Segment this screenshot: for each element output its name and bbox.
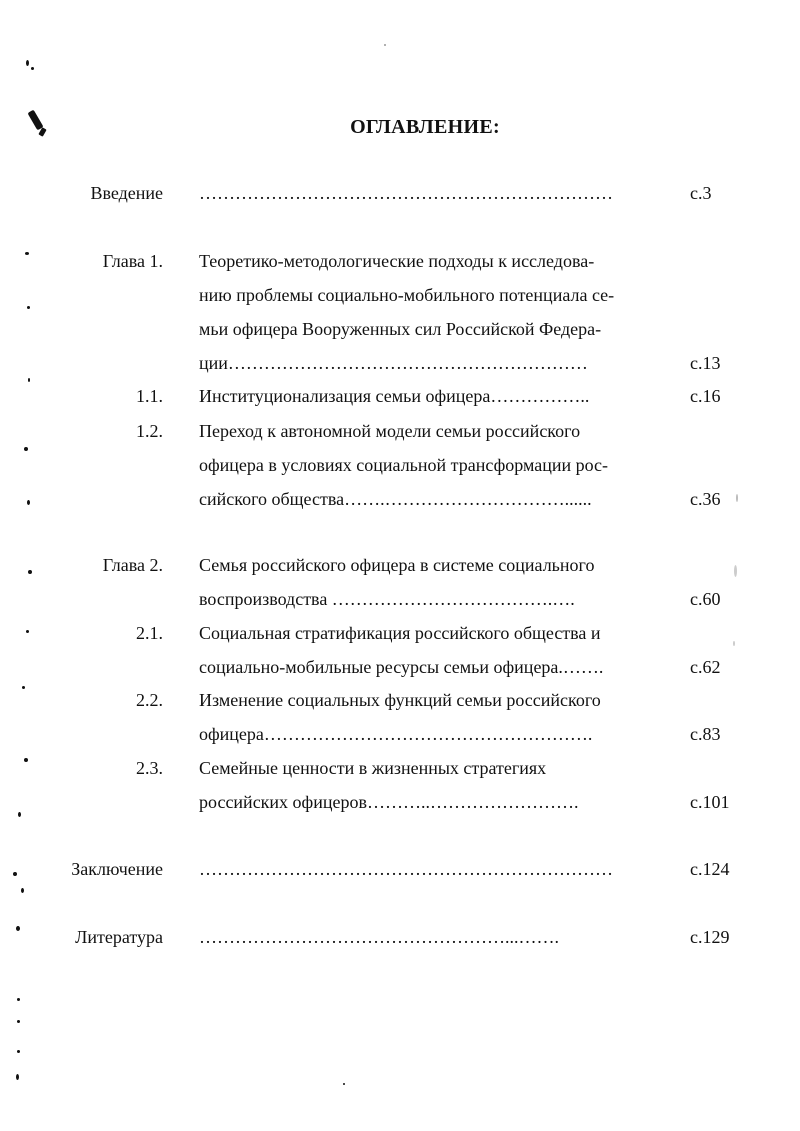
toc-page-ch1: с.13 [690,353,721,373]
scan-speck [26,60,29,66]
toc-line: российских офицеров………..……………………. [199,792,579,812]
scan-speck [28,378,30,382]
scan-speck [22,686,25,689]
scan-speck [28,570,32,574]
toc-text-literature [199,920,641,954]
scan-speck [13,872,17,876]
toc-label-literature: Литература [75,927,163,947]
scan-speck [24,758,28,762]
toc-line: Социальная стратификация российского общества и [199,623,601,643]
toc-line: Теоретико-методологические подходы к исследова- [199,251,595,271]
scan-speck [27,306,30,309]
toc-label-2-2: 2.2. [136,690,163,710]
toc-label-ch1: Глава 1. [102,251,163,271]
toc-line: офицера в условиях социальной трансформации рос- [199,455,609,475]
toc-page-1-2: с.36 [690,489,721,509]
toc-line: Изменение социальных функций семьи российского [199,690,601,710]
scan-speck [17,1050,20,1053]
scan-speck [734,565,737,577]
toc-page-ch2: с.60 [690,589,721,609]
scan-speck [16,926,20,931]
scan-speck [733,641,735,646]
scan-speck [17,1020,20,1023]
toc-page-literature: с.129 [690,927,730,947]
toc-line: мьи офицера Вооруженных сил Российской Федера- [199,319,602,339]
toc-line: …………………………………………………………… [199,183,613,203]
scan-speck [16,1074,19,1080]
toc-label-1-1: 1.1. [136,386,163,406]
scan-speck [27,500,30,505]
scan-speck [24,447,28,451]
scan-speck [26,630,29,633]
toc-line: нию проблемы социально-мобильного потенциала се- [199,285,615,305]
toc-page-1-1: с.16 [690,386,721,406]
toc-line: Переход к автономной модели семьи российского [199,421,581,441]
toc-line: Институционализация семьи офицера…………….. [199,386,590,406]
scan-speck [343,1083,345,1085]
page-title: ОГЛАВЛЕНИЕ: [350,116,500,138]
toc-label-intro: Введение [90,183,163,203]
scan-speck [17,998,20,1001]
toc-line: сийского общества…….…………………………...... [199,489,592,509]
toc-text-1-1 [199,379,641,413]
toc-label-2-1: 2.1. [136,623,163,643]
toc-text-2-2 [199,683,641,751]
toc-line: ……………………………………………...……. [199,927,559,947]
toc-line: Семейные ценности в жизненных стратегиях [199,758,547,778]
toc-page-2-1: с.62 [690,657,721,677]
toc-line: …………………………………………………………… [199,859,613,879]
toc-label-1-2: 1.2. [136,421,163,441]
toc-line: воспроизводства ……………………………….…. [199,589,575,609]
scan-speck [31,67,34,70]
toc-text-conclusion [199,852,641,886]
toc-text-2-3 [199,751,641,819]
toc-line: офицера………………………………………………. [199,724,593,744]
scan-speck [21,888,24,893]
toc-line: Семья российского офицера в системе социального [199,555,595,575]
toc-label-conclusion: Заключение [71,859,163,879]
toc-text-ch1 [199,244,641,380]
toc-page-intro: с.3 [690,183,712,203]
toc-text-1-2 [199,414,641,516]
scan-speck [25,252,29,255]
toc-text-intro [199,176,641,210]
toc-label-2-3: 2.3. [136,758,163,778]
toc-page-2-3: с.101 [690,792,730,812]
toc-text-ch2 [199,548,641,616]
toc-line: ции…………………………………………………… [199,353,588,373]
scan-speck [384,44,386,46]
toc-text-2-1 [199,616,641,684]
toc-page-2-2: с.83 [690,724,721,744]
toc-page-conclusion: с.124 [690,859,730,879]
toc-label-ch2: Глава 2. [102,555,163,575]
scan-speck [18,812,21,817]
scan-speck [736,494,738,502]
toc-line: социально-мобильные ресурсы семьи офицера.……. [199,657,604,677]
